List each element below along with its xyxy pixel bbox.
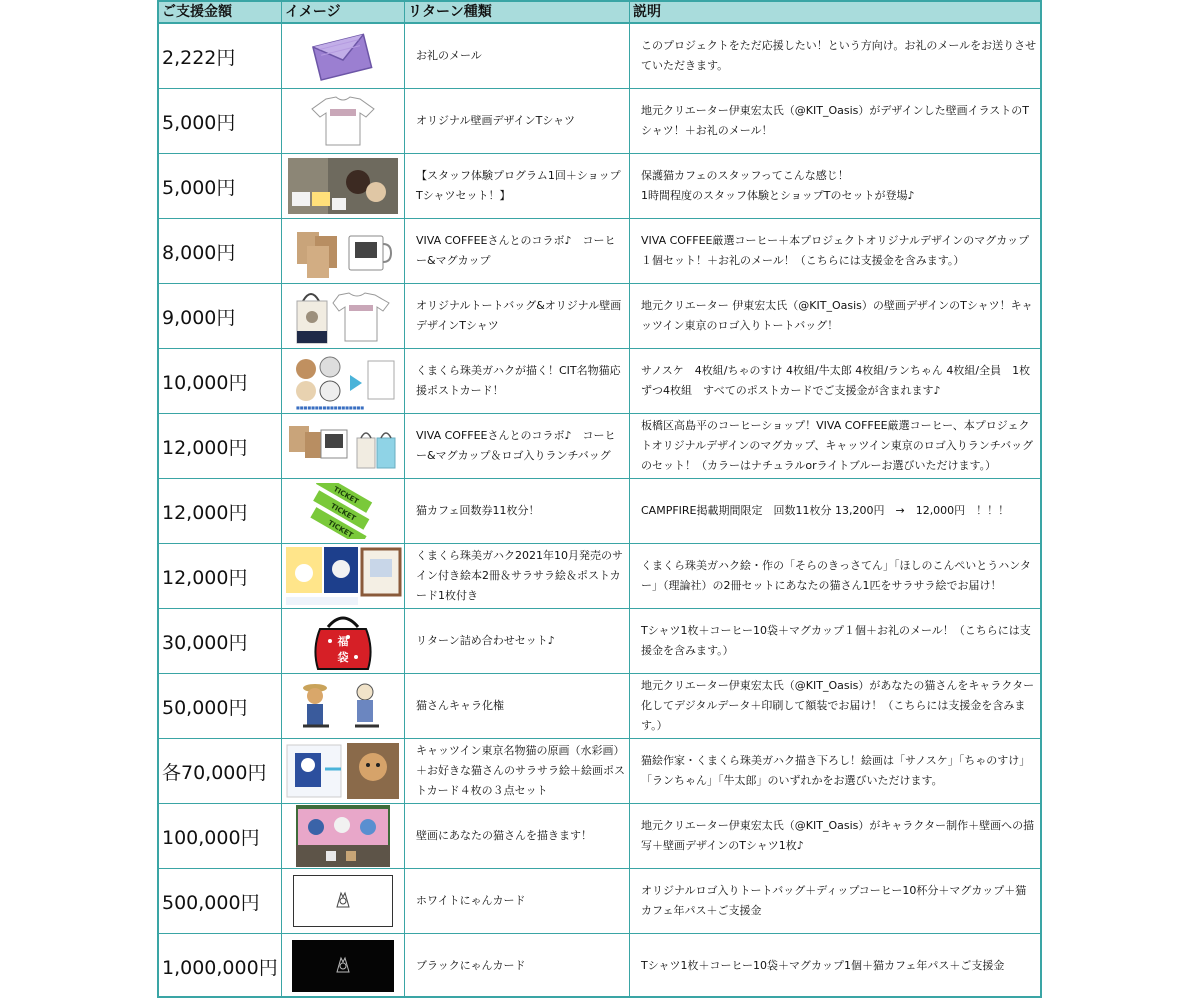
description-cell [630, 804, 1040, 868]
white-card-icon [293, 875, 393, 927]
return-type-cell [405, 219, 630, 283]
description-cell [630, 674, 1040, 738]
amount-cell: 5,000円 [159, 89, 282, 153]
table-row [159, 348, 1040, 413]
amount-cell: 5,000円 [159, 154, 282, 218]
description-cell [630, 544, 1040, 608]
description-cell [630, 154, 1040, 218]
table-row [159, 478, 1040, 543]
amount-cell: 8,000円 [159, 219, 282, 283]
description-text: 保護猫カフェのスタッフってこんな感じ！ 1時間程度のスタッフ体験とショップTのセットが登場♪ [641, 169, 915, 202]
return-type-text: VIVA COFFEEさんとのコラボ♪ コーヒー&マグカップ＆ロゴ入りランチバッグ [416, 429, 616, 462]
image-cell [282, 934, 405, 998]
return-type-text: くまくら珠美ガハク2021年10月発売のサイン付き絵本2冊＆サラサラ絵＆ポストカード1枚付き [416, 549, 623, 602]
image-cell [282, 804, 405, 868]
table-row [159, 868, 1040, 933]
return-type-cell [405, 869, 630, 933]
svg-text:■■■■■■■■■■■■■■■■■■: ■■■■■■■■■■■■■■■■■■ [296, 405, 365, 410]
ticket-label: TICKET [329, 501, 358, 523]
description-cell [630, 934, 1040, 998]
description-text: オリジナルロゴ入りトートバッグ＋ディップコーヒー10杯分＋マグカップ＋猫カフェ年パス＋ご支援金 [641, 884, 1027, 917]
black-card-icon [292, 940, 394, 992]
amount-cell: 50,000円 [159, 674, 282, 738]
table-row [159, 738, 1040, 803]
description-cell [630, 349, 1040, 413]
amount-cell: 1,000,000円 [159, 934, 282, 998]
return-type-text: 猫さんキャラ化権 [416, 699, 504, 712]
mural-icon [296, 805, 390, 867]
return-type-cell [405, 544, 630, 608]
image-cell [282, 544, 405, 608]
amount-cell: 12,000円 [159, 479, 282, 543]
amount-cell: 500,000円 [159, 869, 282, 933]
return-type-cell [405, 609, 630, 673]
header-desc: 説明 [633, 4, 661, 20]
description-text: 地元クリエーター伊東宏太氏（@KIT_Oasis）がキャラクター制作＋壁画への描写＋壁画デザインのTシャツ1枚♪ [641, 819, 1035, 852]
lucky-bag-icon [308, 611, 378, 671]
table-row [159, 24, 1040, 88]
rewards-table [157, 0, 1042, 998]
description-cell [630, 24, 1040, 88]
amount-cell: 100,000円 [159, 804, 282, 868]
return-type-text: オリジナル壁画デザインTシャツ [416, 114, 576, 127]
description-cell [630, 479, 1040, 543]
staff-photo-icon [288, 158, 398, 214]
table-row [159, 608, 1040, 673]
tshirt-icon [304, 95, 382, 147]
description-text: VIVA COFFEE厳選コーヒー＋本プロジェクトオリジナルデザインのマグカップ１個セット！＋お礼のメール！（こちらには支援金を含みます。） [641, 234, 1030, 267]
image-cell [282, 284, 405, 348]
table-row [159, 218, 1040, 283]
ticket-label: TICKET [332, 485, 360, 506]
description-text: Tシャツ1枚＋コーヒー10袋＋マグカップ1個＋猫カフェ年パス＋ご支援金 [641, 959, 1005, 972]
amount-cell: 30,000円 [159, 609, 282, 673]
return-type-text: オリジナルトートバッグ&オリジナル壁画デザインTシャツ [416, 299, 622, 332]
description-text: サノスケ 4枚組/ちゃのすけ 4枚組/牛太郎 4枚組/ランちゃん 4枚組/全員 1枚ずつ4枚組 すべてのポストカードでご支援金が含まれます♪ [641, 364, 1031, 397]
description-text: CAMPFIRE掲載期間限定 回数11枚分 13,200円 → 12,000円 ！！！ [641, 504, 1010, 517]
description-text: くまくら珠美ガハク絵・作の「そらのきっさてん」「ほしのこんぺいとうハンター」（理論社）の2冊セットにあなたの猫さん1匹をサラサラ絵でお届け！ [641, 559, 1031, 592]
return-type-cell [405, 674, 630, 738]
amount-cell: 10,000円 [159, 349, 282, 413]
image-cell [282, 739, 405, 803]
description-cell [630, 609, 1040, 673]
return-type-cell [405, 154, 630, 218]
return-type-text: 壁画にあなたの猫さんを描きます！ [416, 829, 592, 842]
return-type-cell [405, 739, 630, 803]
picture-book-icon [284, 545, 402, 607]
return-type-cell [405, 479, 630, 543]
description-text: 猫絵作家・くまくら珠美ガハク描き下ろし！絵画は「サノスケ」「ちゃのすけ」「ランちゃん」「牛太郎」のいずれかをお選びいただけます。 [641, 754, 1031, 787]
return-type-text: ブラックにゃんカード [416, 959, 526, 972]
amount-cell: 12,000円 [159, 544, 282, 608]
return-type-text: お礼のメール [416, 49, 482, 62]
image-cell [282, 479, 405, 543]
table-row [159, 283, 1040, 348]
return-type-text: 【スタッフ体験プログラム1回＋ショップTシャツセット！】 [416, 169, 621, 202]
table-row [159, 803, 1040, 868]
description-text: 地元クリエーター伊東宏太氏（@KIT_Oasis）がデザインした壁画イラストのTシャツ！＋お礼のメール！ [641, 104, 1029, 137]
description-text: 板橋区高島平のコーヒーショップ！VIVA COFFEE厳選コーヒー、本プロジェクトオリジナルデザインのマグカップ、キャッツイン東京のロゴ入りランチバッグのセット！（カラーはナチュラルorライトブルーお選びいただけます。） [641, 419, 1034, 472]
amount-cell: 2,222円 [159, 24, 282, 88]
ticket-icon [302, 483, 384, 539]
return-type-cell [405, 349, 630, 413]
return-type-cell [405, 89, 630, 153]
description-cell [630, 284, 1040, 348]
amount-cell: 12,000円 [159, 414, 282, 478]
return-type-text: 猫カフェ回数券11枚分！ [416, 504, 540, 517]
image-cell [282, 674, 405, 738]
ticket-label: TICKET [326, 518, 355, 539]
return-type-text: キャッツイン東京名物猫の原画（水彩画）＋お好きな猫さんのサラサラ絵＋絵画ポストカード４枚の３点セット [416, 744, 625, 797]
amount-cell: 9,000円 [159, 284, 282, 348]
description-text: 地元クリエーター 伊東宏太氏（@KIT_Oasis）の壁画デザインのTシャツ！キャッツイン東京のロゴ入りトートバッグ！ [641, 299, 1033, 332]
description-text: Tシャツ1枚＋コーヒー10袋＋マグカップ１個＋お礼のメール！（こちらには支援金を含みます。） [641, 624, 1031, 657]
image-cell [282, 154, 405, 218]
envelope-icon [308, 30, 378, 82]
coffee-bag-icon [287, 418, 399, 474]
return-type-cell [405, 934, 630, 998]
lucky-bag-label: 袋 [337, 651, 349, 664]
tote-tshirt-icon [293, 287, 393, 345]
return-type-text: リターン詰め合わせセット♪ [416, 634, 555, 647]
table-row [159, 88, 1040, 153]
return-type-cell [405, 284, 630, 348]
description-cell [630, 869, 1040, 933]
table-row [159, 413, 1040, 478]
lucky-bag-label: 福 [337, 635, 349, 648]
image-cell [282, 869, 405, 933]
image-cell [282, 414, 405, 478]
cat-character-icon [293, 678, 393, 734]
table-body [159, 24, 1040, 998]
header-type: リターン種類 [405, 2, 630, 22]
image-cell [282, 24, 405, 88]
image-cell [282, 219, 405, 283]
description-cell [630, 739, 1040, 803]
table-row [159, 673, 1040, 738]
amount-cell: 各70,000円 [159, 739, 282, 803]
image-cell [282, 89, 405, 153]
return-type-cell [405, 24, 630, 88]
description-text: このプロジェクトをただ応援したい！という方向け。お礼のメールをお送りさせていただきます。 [641, 39, 1037, 72]
watercolor-icon [285, 741, 401, 801]
return-type-text: くまくら珠美ガハクが描く！CIT名物猫応援ポストカード！ [416, 364, 621, 397]
table-row [159, 153, 1040, 218]
description-cell [630, 414, 1040, 478]
table-row [159, 543, 1040, 608]
description-cell [630, 89, 1040, 153]
description-cell [630, 219, 1040, 283]
cat-postcard-icon [286, 351, 400, 411]
return-type-text: ホワイトにゃんカード [416, 894, 526, 907]
image-cell [282, 349, 405, 413]
header-image: イメージ [282, 2, 405, 22]
return-type-text: VIVA COFFEEさんとのコラボ♪ コーヒー&マグカップ [416, 234, 616, 267]
coffee-mug-icon [293, 222, 393, 280]
table-row [159, 933, 1040, 998]
description-text: 地元クリエーター伊東宏太氏（@KIT_Oasis）があなたの猫さんをキャラクター化してデジタルデータ＋印刷して額装でお届け！（こちらには支援金を含みます。） [641, 679, 1035, 732]
header-amount: ご支援金額 [159, 2, 282, 22]
table-header [159, 0, 1040, 24]
image-cell [282, 609, 405, 673]
return-type-cell [405, 804, 630, 868]
return-type-cell [405, 414, 630, 478]
